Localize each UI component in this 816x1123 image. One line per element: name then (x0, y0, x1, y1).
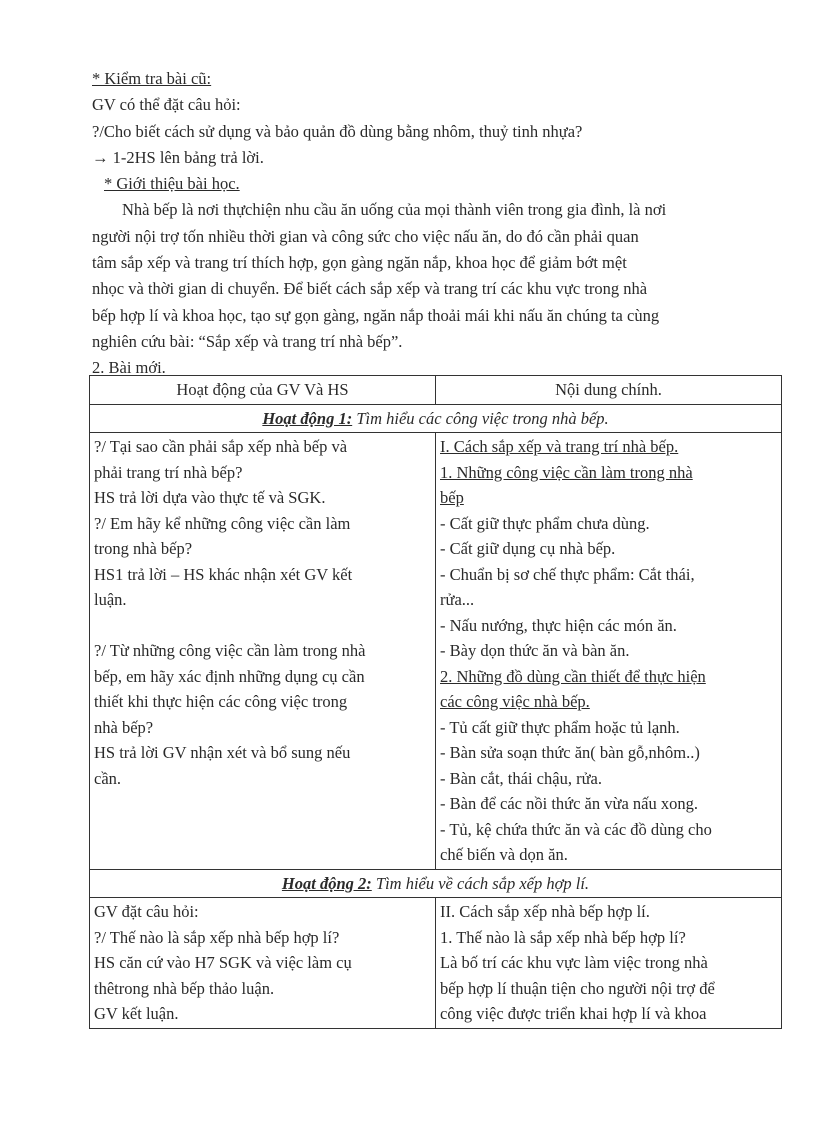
table-line: phải trang trí nhà bếp? (94, 462, 243, 482)
activity1-content-row (90, 433, 782, 870)
table-line: HS1 trả lời – HS khác nhận xét GV kết (94, 564, 353, 584)
table-line: thiết khi thực hiện các công việc trong (94, 692, 348, 711)
table-line: HS trả lời dựa vào thực tế và SGK. (94, 488, 326, 507)
intro-paragraph-line: người nội trợ tốn nhiều thời gian và công sức cho việc nấu ăn, do đó cần phải quan (92, 226, 639, 246)
table-line: - Bàn cắt, thái chậu, rửa. (440, 768, 602, 788)
table-line: GV đặt câu hỏi: (94, 902, 199, 921)
table-line: - Bàn sửa soạn thức ăn( bàn gỗ,nhôm..) (440, 743, 700, 762)
table-line: công việc được triển khai hợp lí và khoa (440, 1004, 707, 1023)
review-answer: → 1-2HS lên bảng trả lời. (92, 147, 264, 167)
activity2-title-row (90, 869, 782, 898)
table-line: ?/ Em hãy kể những công việc cần làm (94, 513, 351, 533)
table-line: ?/ Thế nào là sắp xếp nhà bếp hợp lí? (94, 927, 340, 947)
table-line: - Chuẩn bị sơ chế thực phẩm: Cắt thái, (440, 564, 695, 584)
table-line: - Cất giữ dụng cụ nhà bếp. (440, 539, 616, 558)
table-line: - Nấu nướng, thực hiện các món ăn. (440, 615, 677, 635)
table-line: ?/ Tại sao cần phải sắp xếp nhà bếp và (94, 437, 348, 456)
table-line: rửa... (440, 590, 475, 609)
activity2-label: Hoạt động 2: (281, 873, 372, 893)
table-line: 1. Thế nào là sắp xếp nhà bếp hợp lí? (440, 927, 686, 947)
activity1-text: Tìm hiểu các công việc trong nhà bếp. (352, 408, 609, 428)
table-line: - Bày dọn thức ăn và bàn ăn. (440, 641, 630, 660)
activity2-content-row (90, 898, 782, 1029)
activity2-text: Tìm hiểu về cách sắp xếp hợp lí. (371, 873, 590, 893)
table-line: - Cất giữ thực phẩm chưa dùng. (440, 513, 650, 533)
header-teacher-student: Hoạt động của GV Và HS (90, 376, 436, 405)
intro-section (92, 66, 782, 382)
intro-paragraph-line: nghiên cứu bài: “Sắp xếp và trang trí nhà bếp”. (92, 331, 403, 351)
spacer (94, 613, 431, 639)
header-main-content: Nội dung chính. (436, 376, 782, 405)
table-line: ?/ Từ những công việc cần làm trong nhà (94, 641, 366, 660)
table-line: bếp hợp lí thuận tiện cho người nội trợ để (440, 978, 715, 998)
activity1-title-row (90, 404, 782, 433)
lesson-intro-heading: * Giới thiệu bài học. (104, 174, 240, 194)
table-line: bếp, em hãy xác định những dụng cụ cần (94, 666, 365, 686)
subsection-1-heading-cont: bếp (440, 488, 464, 507)
activity1-label: Hoạt động 1: (262, 408, 353, 428)
activity1-title (90, 404, 782, 433)
intro-paragraph-line: tâm sắp xếp và trang trí thích hợp, gọn gàng ngăn nắp, khoa học để giảm bớt mệt (92, 253, 627, 273)
table-line: - Tủ cất giữ thực phẩm hoặc tủ lạnh. (440, 717, 680, 737)
subsection-2-heading-cont: các công việc nhà bếp. (440, 692, 590, 711)
table-line: HS trả lời GV nhận xét và bổ sung nếu (94, 743, 351, 762)
new-lesson-heading: 2. Bài mới. (92, 358, 166, 378)
table-line: II. Cách sắp xếp nhà bếp hợp lí. (440, 902, 650, 921)
intro-paragraph-line: Nhà bếp là nơi thựchiện nhu cầu ăn uống của mọi thành viên trong gia đình, là nơi (122, 200, 667, 220)
table-header-row (90, 376, 782, 405)
table-line: Là bố trí các khu vực làm việc trong nhà (440, 953, 708, 972)
table-line: thêtrong nhà bếp thảo luận. (94, 978, 275, 998)
teacher-question-label: GV có thể đặt câu hỏi: (92, 95, 241, 115)
subsection-1-heading: 1. Những công việc cần làm trong nhà (440, 462, 693, 482)
table-line: luận. (94, 590, 127, 609)
activity1-left-cell (90, 433, 436, 870)
table-line: nhà bếp? (94, 717, 154, 737)
table-line: trong nhà bếp? (94, 539, 193, 558)
intro-paragraph-line: nhọc và thời gian di chuyển. Để biết cách sắp xếp và trang trí các khu vực trong nhà (92, 279, 648, 299)
table-line: - Tủ, kệ chứa thức ăn và các đồ dùng cho (440, 819, 712, 839)
intro-paragraph-line: bếp hợp lí và khoa học, tạo sự gọn gàng, ngăn nắp thoải mái khi nấu ăn chúng ta cùng (92, 305, 660, 325)
subsection-2-heading: 2. Những đồ dùng cần thiết để thực hiện (440, 666, 706, 686)
table-line: chế biến và dọn ăn. (440, 845, 568, 864)
activity2-right-cell (436, 898, 782, 1029)
table-line: HS căn cứ vào H7 SGK và việc làm cụ (94, 953, 352, 972)
section-i-heading: I. Cách sắp xếp và trang trí nhà bếp. (440, 437, 679, 456)
activity1-right-cell (436, 433, 782, 870)
table-line: GV kết luận. (94, 1004, 179, 1023)
table-line: - Bàn để các nồi thức ăn vừa nấu xong. (440, 794, 698, 813)
table-line: cần. (94, 768, 122, 788)
lesson-table (89, 375, 782, 1029)
old-lesson-check-heading: * Kiểm tra bài cũ: (92, 69, 212, 88)
review-question: ?/Cho biết cách sử dụng và bảo quản đồ dùng bằng nhôm, thuỷ tinh nhựa? (92, 121, 583, 141)
activity2-title (90, 869, 782, 898)
activity2-left-cell (90, 898, 436, 1029)
